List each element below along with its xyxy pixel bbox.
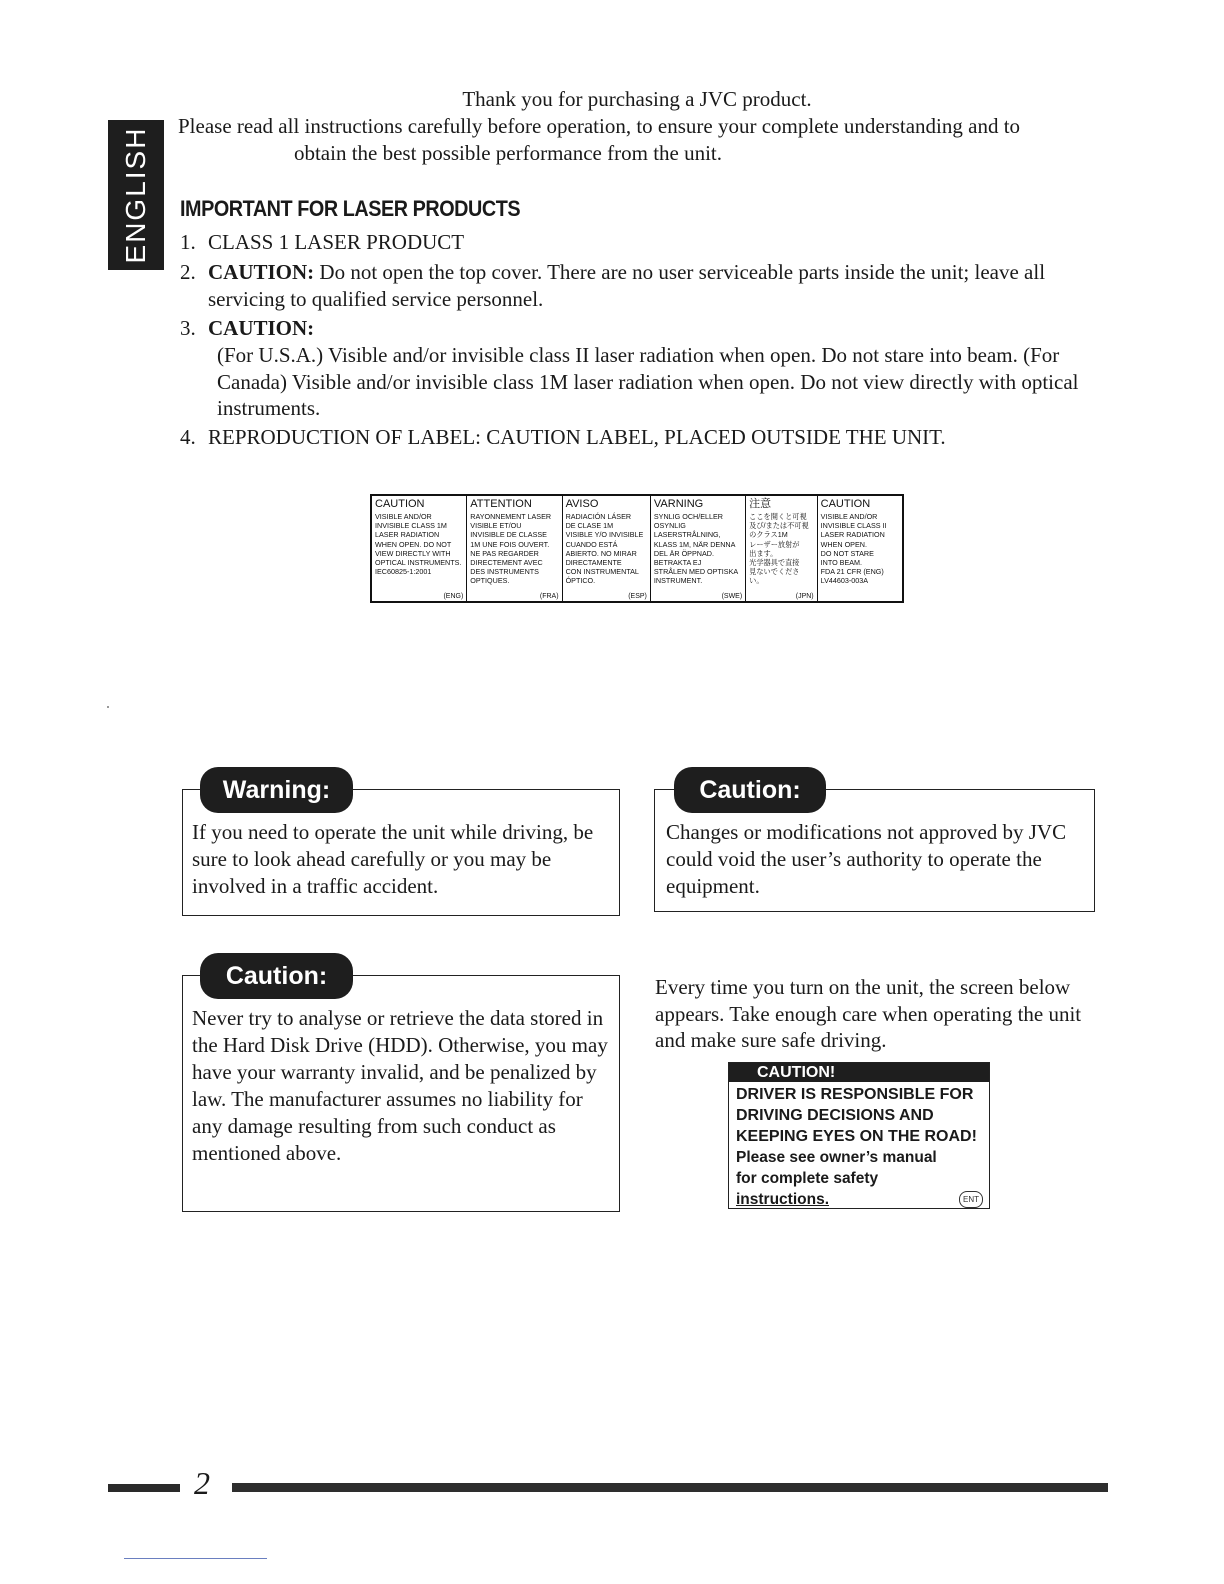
section-heading: IMPORTANT FOR LASER PRODUCTS (180, 196, 521, 221)
list-text (208, 259, 1088, 312)
list-text: CLASS 1 LASER PRODUCT (208, 230, 465, 254)
screen-line: for complete safety (736, 1170, 879, 1187)
screen-notice-intro: Every time you turn on the unit, the screen below appears. Take enough care when operating the unit and make sure safe driving. (655, 975, 1082, 1052)
list-text: REPRODUCTION OF LABEL: CAUTION LABEL, PLACED OUTSIDE THE UNIT. (208, 425, 946, 449)
label-col-head: AVISO (565, 498, 599, 510)
label-col-head: CAUTION (820, 498, 871, 510)
footer-bar-left (108, 1484, 180, 1492)
label-col-body: ここを開くと可視 及び/または不可視 のクラス1M レーザー放射が 出ます。 光学器具で直接 見ないでください。 (749, 512, 809, 586)
intro-performance: obtain the best possible performance from the unit. (293, 141, 723, 165)
label-col-jpn (746, 496, 817, 601)
screen-line: KEEPING EYES ON THE ROAD! (736, 1128, 977, 1145)
screen-line: DRIVER IS RESPONSIBLE FOR (736, 1086, 974, 1103)
page-number: 2 (194, 1465, 210, 1501)
label-col-esp (563, 496, 651, 601)
caution-text: Do not open the top cover. There are no user serviceable parts inside the unit; leave all servicing to qualified service personnel. (208, 260, 1046, 311)
caution-title: Caution: (200, 953, 353, 999)
startup-screen-illustration (728, 1062, 990, 1209)
caution-text: Never try to analyse or retrieve the data stored in the Hard Disk Drive (HDD). Otherwise, you may have your warranty invalid, and be penalized by law. The manufacturer assumes no liability for any damage resulting from such conduct as mentioned above. (192, 1006, 608, 1165)
list-text (208, 315, 1088, 342)
scan-speck (107, 706, 109, 708)
screen-caution-header: CAUTION! (729, 1063, 989, 1082)
caution-text: Changes or modifications not approved by JVC could void the user’s authority to operate the equipment. (666, 820, 1067, 898)
footer-bar-right (232, 1483, 1108, 1492)
label-col-body: RADIACIÓN LÁSER DE CLASE 1M VISIBLE Y/O INVISIBLE CUANDO ESTÁ ABIERTO. NO MIRAR DIRECTAMENTE CON INSTRUMENTAL ÓPTICO. (565, 512, 644, 586)
warning-title: Warning: (200, 767, 353, 813)
label-col-fda (818, 496, 902, 601)
list-number: 2. (180, 260, 196, 284)
label-col-code: (FRA) (539, 593, 559, 600)
caution-title: Caution: (674, 767, 826, 813)
warning-text: If you need to operate the unit while driving, be sure to look ahead carefully or you may be involved in a traffic accident. (192, 820, 594, 898)
laser-radiation-detail: (For U.S.A.) Visible and/or invisible class II laser radiation when open. Do not stare into beam. (For Canada) Visible and/or invisible class 1M laser radiation when open. Do not view directly with optical instruments. (217, 343, 1079, 420)
screen-line: instructions. (736, 1191, 830, 1208)
label-col-head: CAUTION (375, 498, 425, 510)
intro-instructions: Please read all instructions carefully before operation, to ensure your complete understanding and to (178, 114, 1021, 138)
bottom-divider (124, 1558, 267, 1559)
intro-thanks: Thank you for purchasing a JVC product. (462, 87, 812, 111)
label-col-code: (JPN) (795, 593, 814, 600)
caution-lead: CAUTION: (208, 260, 315, 284)
label-col-swe (651, 496, 746, 601)
label-col-eng (372, 496, 467, 601)
label-col-head: VARNING (653, 498, 704, 510)
list-number: 1. (180, 230, 196, 254)
language-tab-label: ENGLISH (120, 126, 151, 264)
label-col-code: (ESP) (628, 593, 647, 600)
label-col-code: (SWE) (721, 593, 743, 600)
language-code-icon: ENT (959, 1191, 983, 1208)
screen-line: DRIVING DECISIONS AND (736, 1107, 934, 1124)
label-col-body: VISIBLE AND/OR INVISIBLE CLASS II LASER RADIATION WHEN OPEN. DO NOT STARE INTO BEAM. FDA 21 CFR (ENG) LV44603-003A (820, 512, 887, 586)
list-number: 4. (180, 425, 196, 449)
label-col-head: ATTENTION (470, 498, 532, 510)
language-tab (108, 120, 164, 270)
label-col-body: VISIBLE AND/OR INVISIBLE CLASS 1M LASER RADIATION WHEN OPEN. DO NOT VIEW DIRECTLY WITH OPTICAL INSTRUMENTS. IEC60825-1:2001 (375, 512, 462, 577)
list-number: 3. (180, 316, 196, 340)
screen-line: Please see owner’s manual (736, 1149, 937, 1166)
label-col-code: (ENG) (443, 593, 464, 600)
label-col-head: 注意 (749, 498, 772, 510)
label-col-fra (467, 496, 562, 601)
caution-lead: CAUTION: (208, 316, 315, 340)
laser-caution-label (370, 494, 904, 603)
label-col-body: SYNLIG OCH/ELLER OSYNLIG LASERSTRÅLNING, KLASS 1M, NÄR DENNA DEL ÄR ÖPPNAD. BETRAKTA EJ STRÅLEN MED OPTISKA INSTRUMENT. (653, 512, 739, 586)
label-col-body: RAYONNEMENT LASER VISIBLE ET/OU INVISIBLE DE CLASSE 1M UNE FOIS OUVERT. NE PAS REGARDER DIRECTEMENT AVEC DES INSTRUMENTS OPTIQUES. (470, 512, 552, 586)
